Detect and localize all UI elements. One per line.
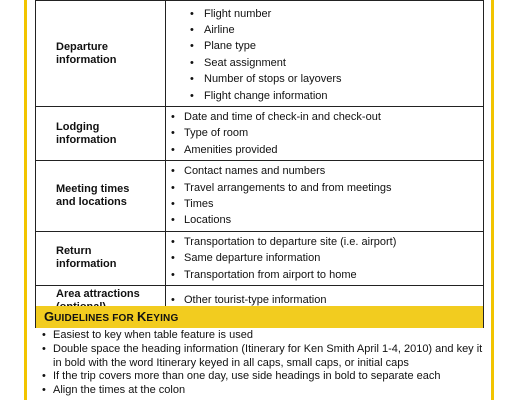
row-label — [36, 1, 166, 107]
table-row-lodging — [36, 107, 484, 161]
list-item: • Easiest to key when table feature is used — [35, 329, 484, 343]
label-line: Lodging — [56, 120, 100, 133]
row-content — [166, 107, 484, 161]
row-content — [166, 231, 484, 285]
bullet-list — [166, 109, 483, 158]
list-item: • Flight change information — [166, 88, 483, 104]
row-label — [36, 231, 166, 285]
list-item: • Airline — [166, 22, 483, 38]
heading-initial: K — [136, 309, 147, 324]
list-item: • Flight number — [166, 6, 483, 22]
list-item: • Travel arrangements to and from meetings — [166, 180, 483, 196]
guidelines-list — [35, 329, 484, 398]
list-item: • Number of stops or layovers — [166, 71, 483, 87]
list-item: • Contact names and numbers — [166, 163, 483, 179]
list-item: • Times — [166, 196, 483, 212]
bullet-list — [166, 234, 483, 283]
heading-initial: G — [44, 309, 55, 324]
list-item: • Transportation from airport to home — [166, 267, 483, 283]
heading-smallcaps: UIDELINES FOR — [54, 313, 137, 324]
row-content — [166, 1, 484, 107]
row-content — [166, 161, 484, 232]
label-line: Meeting times — [56, 183, 130, 196]
table-row-return — [36, 231, 484, 285]
label-line: and locations — [56, 196, 127, 209]
list-item: • Type of room — [166, 125, 483, 141]
list-item: • Seat assignment — [166, 55, 483, 71]
list-item: • Locations — [166, 212, 483, 228]
bullet-list — [166, 6, 483, 104]
itinerary-table — [35, 0, 484, 316]
label-line: information — [56, 133, 117, 146]
list-item: • If the trip covers more than one day, use side headings in bold to separate each — [35, 370, 484, 384]
heading-smallcaps: EYING — [146, 313, 179, 324]
guidelines-heading — [35, 306, 484, 328]
label-line: Departure — [56, 40, 108, 53]
list-item: • Transportation to departure site (i.e. airport) — [166, 234, 483, 250]
bullet-list — [166, 163, 483, 229]
list-item: • Amenities provided — [166, 142, 483, 158]
row-label — [36, 107, 166, 161]
table-row-meetings — [36, 161, 484, 232]
list-item: • Align the times at the colon — [35, 384, 484, 398]
row-label — [36, 161, 166, 232]
list-item: • Plane type — [166, 38, 483, 54]
list-item: • Date and time of check-in and check-out — [166, 109, 483, 125]
list-item: • Other tourist-type information — [166, 292, 483, 308]
list-item: • Same departure information — [166, 250, 483, 266]
label-line: information — [56, 258, 117, 271]
table-row-departure — [36, 1, 484, 107]
label-line: information — [56, 53, 117, 66]
list-item: • Double space the heading information (Itinerary for Ken Smith April 1-4, 2010) and key it in bold with the word Itinerary keyed in all caps, small caps, or initial caps — [35, 343, 484, 371]
label-line: Return — [56, 245, 92, 258]
label-line: Area attractions — [56, 287, 140, 300]
